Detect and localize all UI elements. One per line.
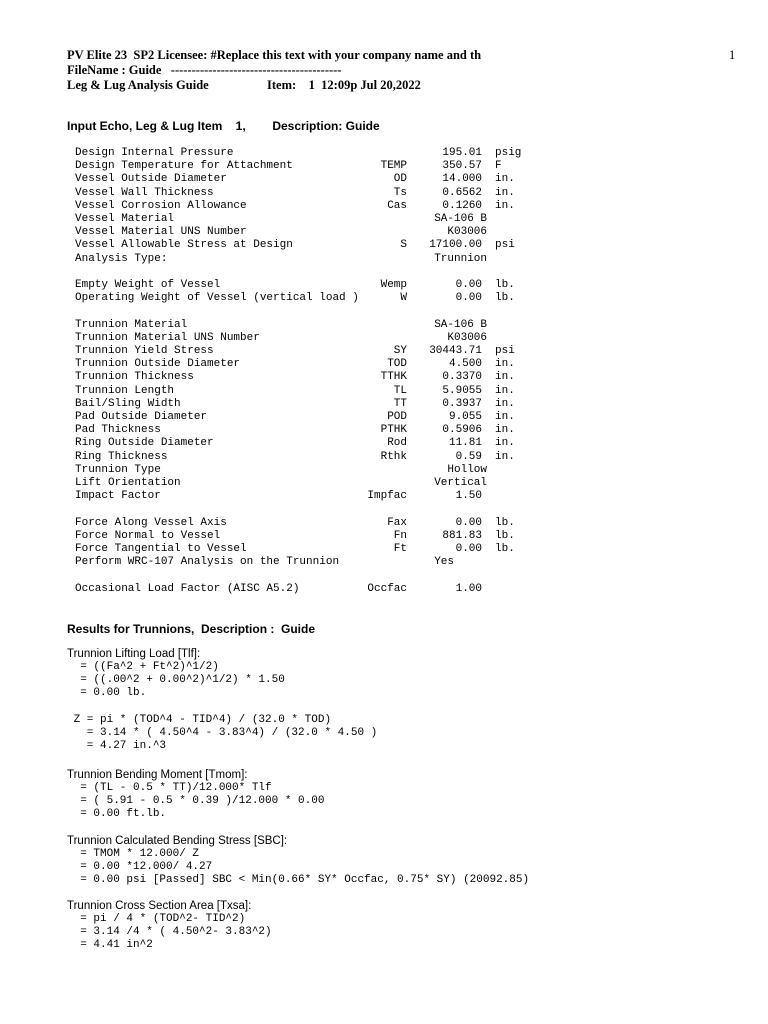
input-unit: psi — [495, 345, 515, 357]
calc-line: = ( 5.91 - 0.5 * 0.39 )/12.000 * 0.00 — [67, 795, 325, 808]
input-symbol: W — [400, 292, 407, 305]
input-label: Force Along Vessel Axis — [75, 516, 227, 529]
input-symbol: Occfac — [367, 582, 407, 595]
input-value: Vertical — [434, 477, 487, 489]
calc-line: = 0.00 ft.lb. — [67, 808, 167, 821]
input-label: Force Normal to Vessel — [75, 529, 221, 542]
input-value: 1.50 — [455, 490, 482, 503]
input-value: 195.01 — [442, 147, 482, 159]
input-label: Lift Orientation — [75, 477, 181, 489]
input-label: Pad Thickness — [75, 424, 161, 437]
input-unit: in. — [495, 437, 515, 450]
input-unit: in. — [495, 371, 515, 384]
calc-line: = ((Fa^2 + Ft^2)^1/2) — [67, 661, 219, 673]
input-label: Operating Weight of Vessel (vertical load ) — [75, 292, 359, 305]
calc-line: = TMOM * 12.000/ Z — [67, 848, 200, 860]
input-label: Bail/Sling Width — [75, 397, 181, 410]
input-unit: in. — [495, 384, 515, 397]
input-unit: in. — [495, 358, 515, 371]
input-unit: psi — [495, 239, 515, 252]
calc-line: = pi / 4 * (TOD^2- TID^2) — [67, 913, 246, 925]
input-unit: in. — [495, 186, 515, 199]
calc-line: = 3.14 /4 * ( 4.50^2- 3.83^2) — [67, 926, 272, 939]
input-label: Design Temperature for Attachment — [75, 160, 293, 173]
input-symbol: Rthk — [380, 450, 407, 463]
input-value: 0.00 — [455, 292, 482, 305]
input-label: Trunnion Material — [75, 318, 188, 331]
input-value: 0.00 — [455, 279, 482, 291]
input-symbol: Cas — [387, 199, 407, 212]
input-value: 0.3937 — [442, 397, 482, 410]
input-symbol: Impfac — [367, 490, 407, 503]
input-symbol: Rod — [387, 437, 407, 450]
input-value: 0.00 — [455, 516, 482, 529]
input-label: Trunnion Material UNS Number — [75, 331, 260, 344]
input-label: Trunnion Type — [75, 463, 161, 476]
input-label: Vessel Wall Thickness — [75, 186, 214, 199]
input-label: Trunnion Thickness — [75, 371, 194, 384]
input-echo-title: Input Echo, Leg & Lug Item 1, Description: Guide — [67, 119, 380, 133]
input-unit: lb. — [495, 543, 515, 555]
input-symbol: SY — [393, 345, 407, 357]
input-value: 0.59 — [455, 450, 482, 463]
input-value: 0.3370 — [442, 371, 482, 384]
input-unit: in. — [495, 397, 515, 410]
results-title: Results for Trunnions, Description : Guide — [67, 622, 316, 636]
input-label: Ring Thickness — [75, 450, 168, 463]
input-symbol: PTHK — [380, 424, 407, 437]
calc-block-title: Trunnion Cross Section Area [Txsa]: — [67, 900, 252, 912]
report-header-line: PV Elite 23 SP2 Licensee: #Replace this text with your company name and th — [67, 48, 482, 62]
input-symbol: S — [400, 239, 407, 252]
input-symbol: TEMP — [380, 160, 407, 173]
input-value: 881.83 — [442, 529, 482, 542]
calc-line: = 4.27 in.^3 — [67, 740, 167, 753]
input-value: 0.6562 — [442, 186, 482, 199]
calc-line: Z = pi * (TOD^4 - TID^4) / (32.0 * TOD) — [67, 714, 332, 726]
report-title: Leg & Lug Analysis Guide — [67, 78, 209, 92]
input-symbol: TL — [393, 384, 407, 397]
calc-line: = 0.00 psi [Passed] SBC < Min(0.66* SY* Occfac, 0.75* SY) (20092.85) — [67, 874, 530, 887]
input-label: Impact Factor — [75, 490, 161, 503]
input-label: Ring Outside Diameter — [75, 437, 214, 450]
input-symbol: TT — [393, 397, 407, 410]
calc-block-title: Trunnion Bending Moment [Tmom]: — [67, 769, 248, 781]
input-label: Analysis Type: — [75, 252, 168, 265]
input-label: Pad Outside Diameter — [75, 411, 208, 423]
input-label: Design Internal Pressure — [75, 147, 234, 159]
input-symbol: Fax — [387, 516, 407, 529]
input-unit: psig — [495, 147, 522, 159]
input-value: 0.00 — [455, 543, 482, 555]
input-label: Vessel Corrosion Allowance — [75, 199, 247, 212]
input-value: 5.9055 — [442, 384, 482, 397]
input-label: Occasional Load Factor (AISC A5.2) — [75, 582, 300, 595]
input-label: Trunnion Yield Stress — [75, 345, 214, 357]
input-label: Trunnion Length — [75, 384, 175, 397]
input-symbol: TTHK — [380, 371, 407, 384]
input-value: 11.81 — [448, 437, 482, 450]
calc-block-title: Trunnion Lifting Load [Tlf]: — [67, 648, 201, 660]
input-unit: in. — [495, 173, 515, 186]
calc-line: = ((.00^2 + 0.00^2)^1/2) * 1.50 — [67, 674, 285, 687]
input-unit: lb. — [495, 279, 515, 291]
input-value: 9.055 — [448, 411, 482, 423]
filename-line: FileName : Guide ----------------------------------------- — [67, 63, 342, 77]
input-unit: F — [495, 160, 502, 173]
calc-line: = 3.14 * ( 4.50^4 - 3.83^4) / (32.0 * 4.50 ) — [67, 727, 378, 740]
input-symbol: Ts — [393, 186, 407, 199]
input-unit: lb. — [495, 292, 515, 305]
input-label: Vessel Outside Diameter — [75, 173, 227, 186]
calc-line: = (TL - 0.5 * TT)/12.000* Tlf — [67, 782, 272, 794]
input-value: 30443.71 — [429, 345, 482, 357]
input-label: Empty Weight of Vessel — [75, 279, 221, 291]
calc-block-title: Trunnion Calculated Bending Stress [SBC]: — [67, 835, 288, 847]
input-unit: in. — [495, 199, 515, 212]
calc-line: = 0.00 *12.000/ 4.27 — [67, 861, 213, 874]
input-value: 0.5906 — [442, 424, 482, 437]
input-value: SA-106 B — [434, 318, 487, 331]
input-unit: in. — [495, 411, 515, 423]
input-symbol: Fn — [393, 529, 407, 542]
input-value: 350.57 — [442, 160, 482, 173]
input-symbol: Ft — [393, 543, 407, 555]
input-value: 0.1260 — [442, 199, 482, 212]
page-number: 1 — [729, 48, 736, 62]
input-value: SA-106 B — [434, 213, 487, 225]
input-value: Yes — [434, 556, 454, 569]
input-label: Force Tangential to Vessel — [75, 543, 247, 555]
input-value: K03006 — [447, 331, 487, 344]
input-value: 14.000 — [442, 173, 482, 186]
input-value: 4.500 — [448, 358, 482, 371]
input-label: Trunnion Outside Diameter — [75, 358, 241, 371]
input-symbol: TOD — [387, 358, 407, 371]
input-unit: in. — [495, 450, 515, 463]
input-label: Vessel Material — [75, 213, 175, 225]
input-unit: lb. — [495, 516, 515, 529]
input-unit: in. — [495, 424, 515, 437]
input-value: Hollow — [447, 463, 487, 476]
input-symbol: OD — [393, 173, 407, 186]
input-label: Vessel Allowable Stress at Design — [75, 239, 293, 252]
input-label: Perform WRC-107 Analysis on the Trunnion — [75, 556, 340, 569]
input-unit: lb. — [495, 529, 515, 542]
input-value: Trunnion — [434, 252, 487, 265]
calc-line: = 0.00 lb. — [67, 687, 147, 700]
input-symbol: Wemp — [380, 279, 407, 291]
input-label: Vessel Material UNS Number — [75, 226, 247, 239]
calc-line: = 4.41 in^2 — [67, 939, 153, 952]
input-value: 1.00 — [455, 582, 482, 595]
input-value: 17100.00 — [429, 239, 482, 252]
input-value: K03006 — [447, 226, 487, 239]
input-symbol: POD — [387, 411, 407, 423]
report-item-info: Item: 1 12:09p Jul 20,2022 — [267, 78, 421, 92]
